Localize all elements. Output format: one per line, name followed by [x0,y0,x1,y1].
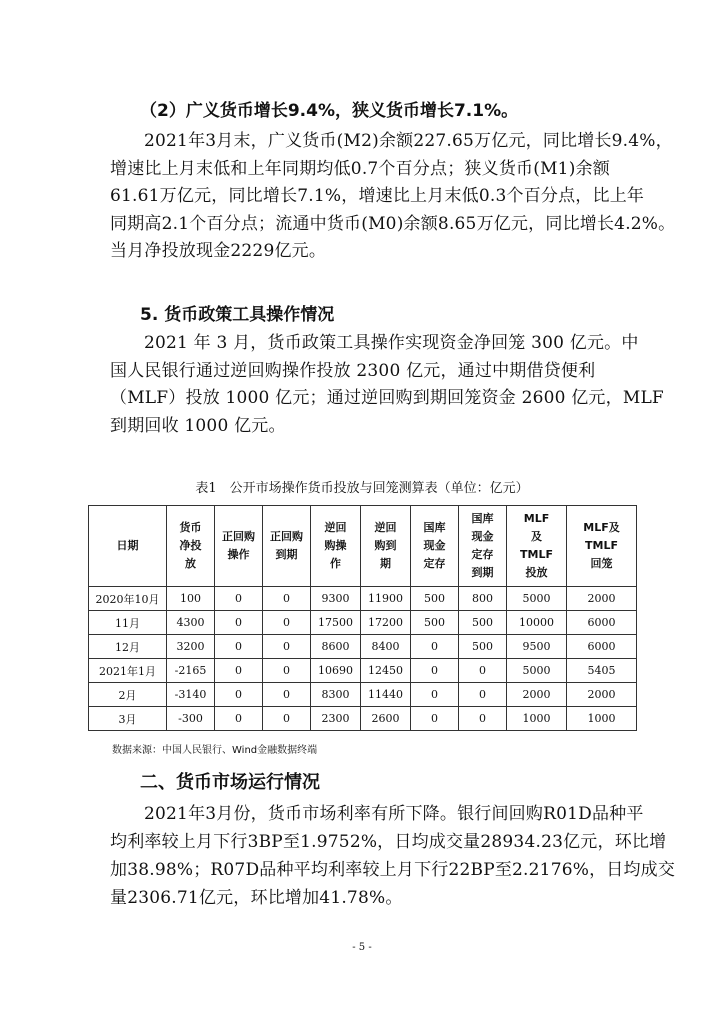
header-text-line: 购到 [374,539,397,552]
text-line: 增速比上月末低和上年同期均低0.7个百分点；狭义货币(M1)余额 [110,158,610,179]
table-cell-value: 0 [411,683,459,707]
table-row [89,587,637,611]
header-text-line: 逆回 [324,521,347,534]
table-cell-value: 6000 [567,611,637,635]
table-cell-value: 0 [215,707,263,731]
header-text-line: 日期 [116,539,139,552]
section-heading-money-market: 二、货币市场运行情况 [140,772,320,793]
paragraph-policy-tools [110,330,664,440]
table-header-cell [215,506,263,587]
table-row [89,611,637,635]
table-cell-value: 0 [459,659,507,683]
table-cell-value: 0 [215,635,263,659]
table-cell-value: 1000 [507,707,567,731]
table-cell-value: 2000 [507,683,567,707]
table-cell-value: 2000 [567,683,637,707]
text-line: 2021年3月末，广义货币(M2)余额227.65万亿元，同比增长9.4%， [144,131,673,151]
header-text-line: 购操 [324,539,347,552]
table-cell-value: 3200 [167,635,215,659]
table-header-cell [361,506,411,587]
section-heading-policy-tools: 5. 货币政策工具操作情况 [140,305,335,325]
table-cell-value: 12450 [361,659,411,683]
header-text-line: 正回购 [270,530,303,543]
table-cell-date: 2020年10月 [89,587,167,611]
table-cell-value: 4300 [167,611,215,635]
table-source-note: 数据来源：中国人民银行、Wind金融数据终端 [112,745,318,756]
table-body [89,587,637,731]
text-line: 均利率较上月下行3BP至1.9752%，日均成交量28934.23亿元，环比增 [110,832,667,852]
header-text-line: 定存 [423,557,446,570]
table-cell-value: 9500 [507,635,567,659]
table-cell-value: 0 [263,659,311,683]
header-text-line: 期 [380,557,391,570]
table-cell-value: 2300 [311,707,361,731]
text-line: 加38.98%；R07D品种平均利率较上月下行22BP至2.2176%，日均成交 [110,860,676,880]
text-line: 61.61万亿元，同比增长7.1%，增速比上月末低0.3个百分点，比上年 [110,186,645,206]
table-cell-value: 5000 [507,587,567,611]
header-text-line: 及 [531,530,542,543]
table-cell-value: 8600 [311,635,361,659]
header-text-line: 货币 [179,521,202,534]
table-header-cell [459,506,507,587]
table-cell-value: 100 [167,587,215,611]
text-line: 同期高2.1个百分点；流通中货币(M0)余额8.65万亿元，同比增长4.2%。 [110,213,676,234]
paragraph-money-supply [110,128,676,266]
table-header-row [89,506,637,587]
table-cell-value: 0 [459,683,507,707]
table-cell-value: 0 [263,707,311,731]
table-cell-value: 0 [263,611,311,635]
table-row [89,707,637,731]
table-cell-value: 10690 [311,659,361,683]
header-text-line: 逆回 [374,521,397,534]
header-text-line: TMLF [520,548,553,561]
table-row [89,635,637,659]
table-row [89,683,637,707]
table-cell-value: 0 [411,635,459,659]
table-cell-date: 2021年1月 [89,659,167,683]
header-text-line: 放 [185,557,196,570]
table-cell-value: 0 [263,587,311,611]
text-line: 国人民银行通过逆回购操作投放 2300 亿元，通过中期借贷便利 [110,360,596,381]
header-text-line: 投放 [525,566,548,579]
table-cell-value: 0 [215,587,263,611]
table-cell-date: 2月 [89,683,167,707]
table-header-cell [167,506,215,587]
header-text-line: 到期 [471,566,494,579]
text-line: （MLF）投放 1000 亿元；通过逆回购到期回笼资金 2600 亿元，MLF [110,388,664,408]
table-header-cell [311,506,361,587]
table-header-cell [507,506,567,587]
header-text-line: MLF及 [583,521,620,534]
table-cell-value: 500 [411,587,459,611]
table-cell-date: 12月 [89,635,167,659]
header-text-line: 回笼 [590,557,613,570]
header-text-line: 正回购 [222,530,255,543]
table-cell-value: 0 [215,683,263,707]
table-cell-value: 8400 [361,635,411,659]
table-cell-value: -300 [167,707,215,731]
section-heading-money-supply: （2）广义货币增长9.4%，狭义货币增长7.1%。 [140,101,519,121]
table-cell-value: 10000 [507,611,567,635]
table-cell-value: 11440 [361,683,411,707]
table-cell-value: 1000 [567,707,637,731]
paragraph-money-market [110,800,676,912]
table-cell-value: 2000 [567,587,637,611]
header-text-line: 现金 [471,530,494,543]
header-text-line: 国库 [471,512,494,525]
table-cell-value: 500 [411,611,459,635]
header-text-line: 操作 [227,548,250,561]
header-text-line: 作 [330,557,341,570]
table-cell-value: 0 [215,611,263,635]
header-text-line: 到期 [275,548,298,561]
table-header-cell [263,506,311,587]
table-cell-value: 0 [459,707,507,731]
header-text-line: 现金 [423,539,446,552]
table-cell-value: 9300 [311,587,361,611]
table-cell-value: -3140 [167,683,215,707]
header-text-line: 国库 [423,521,446,534]
text-line: 2021 年 3 月，货币政策工具操作实现资金净回笼 300 亿元。中 [144,333,639,353]
header-text-line: 定存 [471,548,494,561]
table-cell-value: 8300 [311,683,361,707]
table-cell-value: 0 [215,659,263,683]
header-text-line: 净投 [179,539,202,552]
table-cell-value: 5405 [567,659,637,683]
open-market-operations-table [88,505,637,731]
table-cell-value: 17200 [361,611,411,635]
header-text-line: TMLF [585,539,618,552]
table-cell-value: 5000 [507,659,567,683]
text-line: 2021年3月份，货币市场利率有所下降。银行间回购R01D品种平 [144,804,644,824]
table-cell-value: 11900 [361,587,411,611]
table-caption: 表1 公开市场操作货币投放与回笼测算表（单位：亿元） [195,481,529,496]
text-line: 量2306.71亿元，环比增加41.78%。 [110,888,403,908]
page-number: - 5 - [352,942,372,953]
table-cell-date: 3月 [89,707,167,731]
table-cell-value: 500 [459,611,507,635]
table-cell-value: 0 [411,659,459,683]
table-cell-value: 500 [459,635,507,659]
text-line: 到期回收 1000 亿元。 [110,415,286,436]
text-line: 当月净投放现金2229亿元。 [110,241,327,261]
table-cell-value: -2165 [167,659,215,683]
table-cell-value: 0 [411,707,459,731]
table-header-cell [89,506,167,587]
table-cell-value: 17500 [311,611,361,635]
table-cell-date: 11月 [89,611,167,635]
table-cell-value: 2600 [361,707,411,731]
table-row [89,659,637,683]
table-cell-value: 6000 [567,635,637,659]
table-cell-value: 0 [263,683,311,707]
table-header-cell [411,506,459,587]
table-cell-value: 800 [459,587,507,611]
table-cell-value: 0 [263,635,311,659]
table-header-cell [567,506,637,587]
header-text-line: MLF [523,512,550,525]
